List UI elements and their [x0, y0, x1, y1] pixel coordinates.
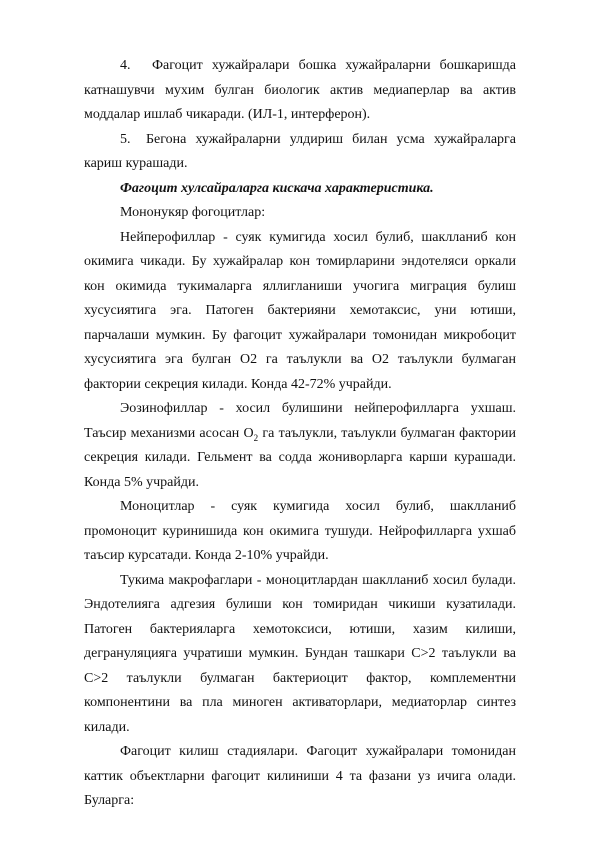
- paragraph-eosinophils: [84, 397, 516, 495]
- list-number: 5.: [120, 131, 131, 147]
- list-item-text: Фагоцит хужайралари бошка хужайраларни бошкаришда катнашувчи мухим булган биологик актив медиаперлар ва актив моддалар ишлаб чикаради. (ИЛ-1, интерферон).: [84, 58, 516, 122]
- section-subheading: Мононукяр фогоцитлар:: [120, 205, 266, 220]
- paragraph-stages: Фагоцит килиш стадиялари. Фагоцит хужайралари томонидан каттик объектларни фагоцит килиниши 4 та фазани уз ичига олади. Буларга:: [84, 744, 516, 808]
- subscript: 2: [253, 432, 259, 443]
- paragraph-neutrophils: Нейперофиллар - суяк кумигида хосил булиб, шаклланиб кон окимига чикади. Бу хужайралар кон томирларини эндотеляси оркали кон окимида тукималарга яллигланиши учогига миграция булиш хусусиятига эга. Патоген бактерияни хемотаксис, уни ютиши, парчалаши мумкин. Бу фагоцит хужайралари томонидан микробоцит хусусиятига эга булган О2 га таълукли ва О2 таълукли булмаган фактории секреция килади. Конда 42-72% учрайди.: [84, 229, 516, 392]
- document-body: [84, 54, 516, 814]
- section-heading: Фагоцит хулсайраларга кискача характеристика.: [120, 180, 434, 196]
- list-item-5: [84, 128, 516, 177]
- paragraph-monocytes: Моноцитлар - суяк кумигида хосил булиб, шаклланиб промоноцит куринишида кон окимига тушуди. Нейрофилларга ухшаб таъсир курсатади. Конда 2-10% учрайди.: [84, 499, 516, 563]
- list-number: 4.: [120, 58, 131, 73]
- list-item-text: Бегона хужайраларни улдириш билан усма хужайраларга кариш курашади.: [84, 131, 516, 171]
- paragraph-macrophages: Тукима макрофаглари - моноцитлардан шаклланиб хосил булади. Эндотелияга адгезия булиши кон томиридан чикиши кузатилади. Патоген бактерияларга хемотоксиси, ютиши, хазим килиши, дегрануляцияга учратиши мумкин. Бундан ташкари С>2 таълукли ва С>2 таълукли булмаган бактериоцит фактор, комплементни компонентини ва пла миноген активаторлари, медиаторлар синтез килади.: [84, 572, 516, 735]
- list-item-4: [84, 54, 516, 128]
- paragraph-text: га таълукли, таълукли булмаган фактории секреция килади. Гельмент ва содда жониворларга карши курашади. Конда 5% учрайди.: [84, 425, 516, 490]
- paragraph-text: Эозинофиллар - хосил булишини нейперофилларга ухшаш. Таъсир механизми асосан О: [84, 401, 516, 441]
